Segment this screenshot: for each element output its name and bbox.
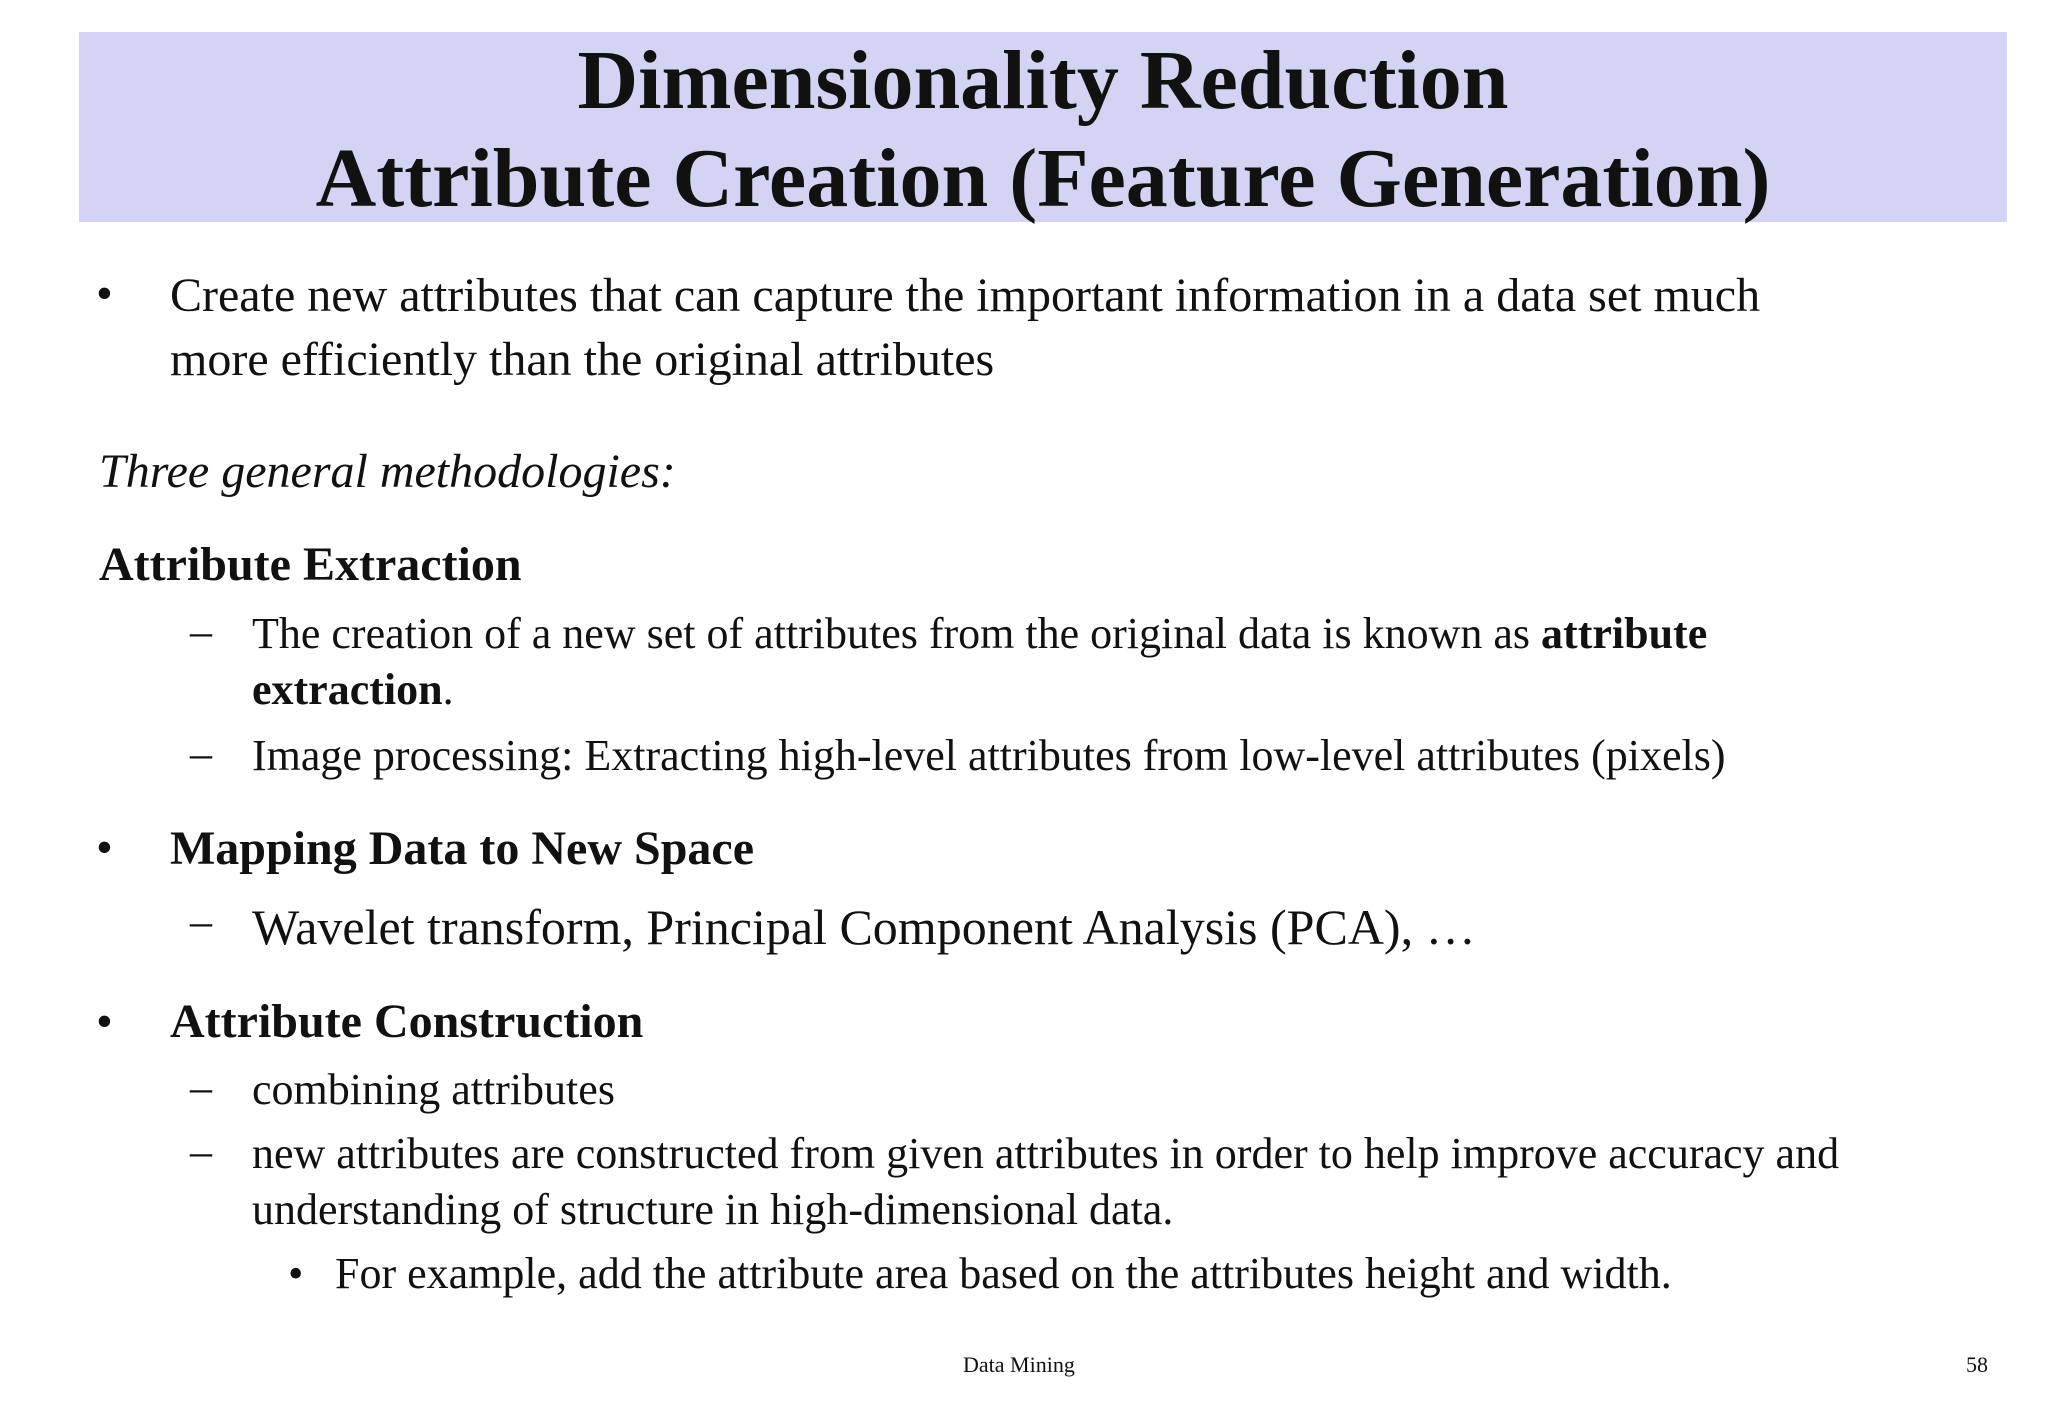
dash-marker: – [190, 729, 212, 778]
footer-course-name: Data Mining [963, 1352, 1075, 1377]
sub-bullet-marker: • [288, 1249, 304, 1298]
methodologies-label: Three general methodologies: [99, 445, 676, 498]
construction-sub-item: For example, add the attribute area based on the attributes height and width. [335, 1249, 1672, 1298]
slide-title-line-1: Dimensionality Reduction [577, 34, 1509, 127]
extraction-item-1-text: The creation of a new set of attributes from the original data is known as [252, 609, 1542, 658]
dash-marker: – [190, 607, 212, 656]
dash-marker: – [190, 1063, 212, 1112]
mapping-item-1: Wavelet transform, Principal Component Analysis (PCA), … [252, 899, 1476, 955]
mapping-heading: Mapping Data to New Space [170, 822, 754, 875]
intro-line-1: Create new attributes that can capture the important information in a data set much [170, 269, 1761, 322]
title-banner [79, 32, 2007, 225]
extraction-item-2: Image processing: Extracting high-level attributes from low-level attributes (pixels) [252, 731, 1726, 780]
construction-heading: Attribute Construction [170, 995, 644, 1048]
construction-item-2-line-2: understanding of structure in high-dimensional data. [252, 1185, 1174, 1234]
construction-item-1: combining attributes [252, 1065, 615, 1114]
extraction-item-1-line-2 [252, 662, 454, 718]
page-number: 58 [1966, 1352, 1988, 1377]
dash-marker: – [190, 897, 212, 946]
extraction-item-1-tail: . [442, 665, 454, 714]
slide-title-line-2: Attribute Creation (Feature Generation) [315, 132, 1771, 225]
construction-item-2-line-1: new attributes are constructed from given attributes in order to help improve accuracy and [252, 1129, 1840, 1178]
bullet-marker: • [96, 267, 113, 320]
extraction-item-1-bold-b: extraction [252, 665, 443, 714]
extraction-item-1-bold-a: attribute [1541, 609, 1708, 658]
bullet-marker: • [96, 821, 113, 874]
bullet-marker: • [96, 995, 113, 1048]
extraction-item-1-line-1 [252, 606, 1707, 662]
extraction-heading: Attribute Extraction [99, 538, 522, 591]
intro-line-2: more efficiently than the original attributes [170, 333, 995, 386]
dash-marker: – [190, 1127, 212, 1176]
